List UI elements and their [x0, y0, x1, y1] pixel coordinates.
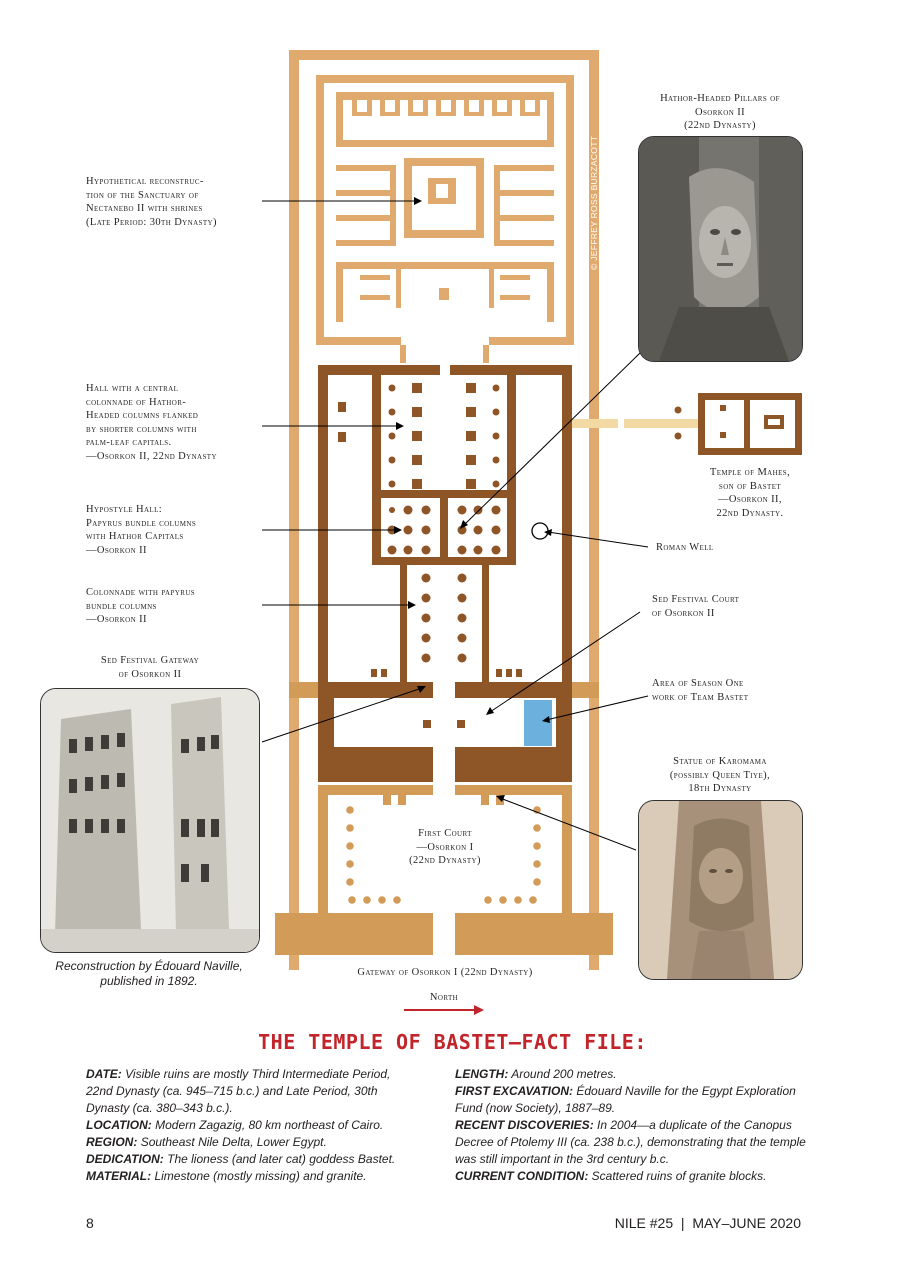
court-column	[533, 842, 541, 850]
court-column	[533, 860, 541, 868]
column-square	[466, 455, 476, 465]
court-column	[346, 860, 354, 868]
column-dot	[422, 634, 431, 643]
court-column	[346, 806, 354, 814]
court-column	[533, 824, 541, 832]
caption-line: Reconstruction by Édouard Naville,	[55, 959, 243, 973]
mahes-label	[680, 466, 820, 520]
column-square	[412, 383, 422, 393]
court-column	[529, 896, 537, 904]
column-square	[466, 383, 476, 393]
sanctuary-label	[86, 175, 266, 229]
column-dot	[492, 526, 501, 535]
court-column	[378, 896, 386, 904]
label-line: tion of the Sanctuary of	[86, 189, 199, 201]
label-line: —Osorkon II	[86, 614, 147, 625]
label-line: 22nd Dynasty.	[716, 507, 784, 519]
label-line: Headed columns flanked	[86, 410, 199, 421]
column-dot	[422, 546, 431, 555]
column-dot	[474, 546, 483, 555]
fact-text: Southeast Nile Delta, Lower Egypt.	[140, 1135, 327, 1149]
court-column	[348, 896, 356, 904]
page-number: 8	[86, 1215, 94, 1231]
label-line: with Hathor Capitals	[86, 531, 184, 542]
label-line: (Late Period: 30th Dynasty)	[86, 216, 217, 228]
court-column	[393, 896, 401, 904]
fact-key: CURRENT CONDITION:	[455, 1169, 589, 1183]
fact-file-right	[455, 1066, 815, 1185]
copyright-text: © JEFFREY ROSS BURZACOTT	[589, 135, 599, 270]
fact-text: Modern Zagazig, 80 km northeast of Cairo.	[155, 1118, 384, 1132]
column-dot	[389, 457, 396, 464]
label-line: Hypostyle Hall:	[86, 504, 163, 515]
fact-recent-discoveries	[455, 1117, 815, 1168]
column-dot	[404, 506, 413, 515]
label-line: Hall with a central	[86, 383, 179, 394]
column-square	[466, 407, 476, 417]
label-line: son of Bastet	[718, 480, 782, 492]
fact-dedication	[86, 1151, 416, 1168]
fact-text: In 2004—a duplicate of the Canopus Decree of Ptolemy III (ca. 238 b.c.), demonstrating that the temple was still important in the 3rd century b.c.	[455, 1118, 806, 1166]
label-line: palm-leaf capitals.	[86, 437, 172, 448]
hypostyle-label	[86, 503, 266, 557]
column-dot	[458, 546, 467, 555]
column-dot	[422, 574, 431, 583]
column-dot	[389, 409, 396, 416]
sed-court-label	[652, 593, 802, 620]
column-dot	[458, 506, 467, 515]
label-line: Statue of Karomama	[673, 756, 767, 767]
label-line: Sed Festival Gateway	[100, 655, 200, 666]
gateway-label	[300, 966, 590, 980]
hall-label	[86, 382, 266, 463]
label-line: of Osorkon II	[652, 607, 715, 619]
fact-material	[86, 1168, 416, 1185]
label-line: (22nd Dynasty)	[409, 855, 481, 866]
caption-line: published in 1892.	[100, 974, 198, 988]
label-line: Papyrus bundle columns	[86, 517, 197, 529]
court-column	[346, 878, 354, 886]
court-column	[533, 878, 541, 886]
column-dot	[458, 574, 467, 583]
statue-illustration	[639, 801, 802, 979]
label-line: —Osorkon II	[86, 544, 147, 556]
fact-text: Visible ruins are mostly Third Intermediate Period, 22nd Dynasty (ca. 945–715 b.c.) and Late Period, 30th Dynasty (ca. 380–343 b.c.).	[86, 1067, 391, 1115]
label-line: North	[429, 992, 459, 1003]
column-square	[466, 431, 476, 441]
sed-gateway-label	[60, 654, 240, 681]
column-dot	[389, 433, 396, 440]
label-line: work of Team Bastet	[652, 691, 749, 703]
label-line: Area of Season One	[652, 678, 744, 689]
label-line: Temple of Mahes,	[709, 467, 791, 478]
first-court-label	[385, 827, 505, 868]
column-dot	[404, 526, 413, 535]
column-square	[412, 431, 422, 441]
column-dot	[474, 526, 483, 535]
column-dot	[388, 546, 397, 555]
column-dot	[389, 481, 396, 488]
label-line: Hypothetical reconstruc-	[86, 176, 204, 187]
label-line: —Osorkon II, 22nd Dynasty	[86, 450, 217, 462]
column-dot	[493, 385, 500, 392]
label-line: Gateway of Osorkon I (22nd Dynasty)	[357, 967, 533, 978]
label-line: Sed Festival Court	[652, 594, 740, 605]
label-line: colonnade of Hathor-	[86, 396, 187, 408]
column-dot	[493, 433, 500, 440]
column-square	[412, 455, 422, 465]
column-dot	[492, 546, 501, 555]
karomama-statue-photo	[638, 800, 803, 980]
fact-first-excavation	[455, 1083, 815, 1117]
fact-key: LOCATION:	[86, 1118, 152, 1132]
label-line: (possibly Queen Tiye),	[669, 769, 771, 781]
fact-date	[86, 1066, 416, 1117]
column-dot	[404, 546, 413, 555]
column-dot	[493, 481, 500, 488]
column-dot	[493, 457, 500, 464]
column-dot	[458, 654, 467, 663]
column-dot	[389, 507, 395, 513]
column-square	[466, 479, 476, 489]
label-line: (22nd Dynasty)	[684, 120, 756, 131]
north-arrow-icon	[404, 1005, 484, 1015]
fact-key: RECENT DISCOVERIES:	[455, 1118, 594, 1132]
column-dot	[422, 654, 431, 663]
colonnade-label	[86, 586, 266, 627]
label-line: First Court	[418, 828, 472, 839]
column-dot	[422, 526, 431, 535]
fact-text: The lioness (and later cat) goddess Bastet.	[167, 1152, 396, 1166]
column-dot	[493, 409, 500, 416]
issue-info: NILE #25 | MAY–JUNE 2020	[614, 1215, 801, 1231]
column-dot	[422, 594, 431, 603]
fact-text: Limestone (mostly missing) and granite.	[154, 1169, 367, 1183]
label-line: Colonnade with papyrus	[86, 587, 196, 598]
label-line: Osorkon II	[695, 106, 745, 118]
processional-way	[572, 419, 698, 428]
fact-text: Around 200 metres.	[511, 1067, 617, 1081]
hathor-head-illustration	[639, 137, 802, 361]
label-line: bundle columns	[86, 600, 157, 612]
column-square	[412, 479, 422, 489]
court-column	[499, 896, 507, 904]
fact-file-title: THE TEMPLE OF BASTET—FACT FILE:	[258, 1030, 647, 1054]
label-line: by shorter columns with	[86, 423, 197, 435]
season-one-area	[524, 700, 552, 746]
column-dot	[458, 614, 467, 623]
karomama-label	[630, 755, 810, 796]
fact-location	[86, 1117, 416, 1134]
fact-text: Édouard Naville for the Egypt Exploration Fund (now Society), 1887–89.	[455, 1084, 796, 1115]
column-dot	[458, 634, 467, 643]
north-label	[404, 991, 484, 1005]
column-dot	[458, 594, 467, 603]
osorkon-ii-halls	[318, 365, 802, 782]
column-dot	[389, 385, 396, 392]
naville-reconstruction-photo	[40, 688, 260, 953]
column-square	[412, 407, 422, 417]
fact-text: Scattered ruins of granite blocks.	[591, 1169, 767, 1183]
season-one-label	[652, 677, 812, 704]
fact-key: REGION:	[86, 1135, 138, 1149]
column-dot	[474, 506, 483, 515]
column-dot	[422, 506, 431, 515]
fact-file-left	[86, 1066, 416, 1185]
label-line: —Osorkon II,	[718, 494, 782, 505]
roman-well-icon	[532, 523, 548, 539]
label-line: Hathor-Headed Pillars of	[660, 93, 780, 104]
court-column	[363, 896, 371, 904]
label-line: Nectanebo II with shrines	[86, 203, 203, 214]
gateway-illustration	[41, 689, 259, 952]
fact-region	[86, 1134, 416, 1151]
column-dot	[492, 506, 501, 515]
fact-key: LENGTH:	[455, 1067, 509, 1081]
label-line: of Osorkon II	[118, 668, 182, 680]
column-dot	[422, 614, 431, 623]
court-column	[484, 896, 492, 904]
label-line: 18th Dynasty	[688, 783, 752, 794]
court-column	[514, 896, 522, 904]
fact-current-condition	[455, 1168, 815, 1185]
naville-caption	[40, 959, 258, 989]
roman-well-label	[656, 541, 776, 555]
fact-length	[455, 1066, 815, 1083]
fact-key: FIRST EXCAVATION:	[455, 1084, 573, 1098]
court-column	[346, 824, 354, 832]
fact-key: MATERIAL:	[86, 1169, 152, 1183]
hathor-pillar-photo	[638, 136, 803, 362]
label-line: Roman Well	[656, 542, 714, 553]
fact-key: DEDICATION:	[86, 1152, 164, 1166]
hathor-pillars-label	[620, 92, 820, 133]
court-column	[346, 842, 354, 850]
fact-key: DATE:	[86, 1067, 122, 1081]
label-line: —Osorkon I	[416, 841, 474, 853]
